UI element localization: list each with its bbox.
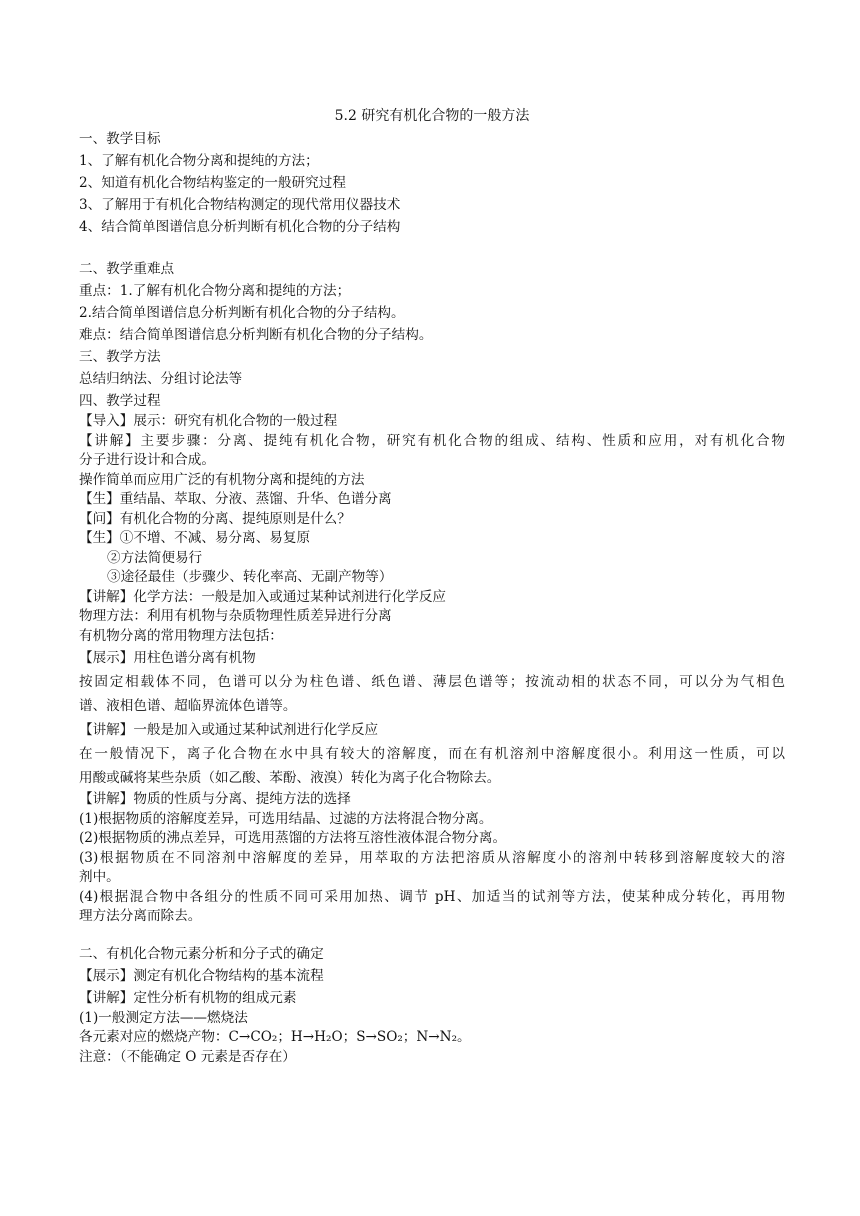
blank-line (79, 238, 785, 258)
paragraph-line: 【讲解】物质的性质与分离、提纯方法的选择 (79, 791, 351, 807)
paragraph-line: (1)根据物质的溶解度差异，可选用结晶、过滤的方法将混合物分离。 (79, 810, 493, 827)
document-page (79, 104, 785, 1067)
paragraph-line: 【生】重结晶、萃取、分液、蒸馏、升华、色谱分离 (79, 491, 392, 507)
paragraph-line: 【问】有机化合物的分离、提纯原则是什么？ (79, 510, 351, 527)
paragraph-line: 分子进行设计和合成。 (79, 452, 215, 468)
paragraph-line: 【展示】用柱色谱分离有机物 (79, 650, 256, 666)
paragraph-line: ③途径最佳（步骤少、转化率高、无副产物等） (107, 569, 393, 585)
paragraph-line: 【讲解】定性分析有机物的组成元素 (79, 989, 297, 1006)
section-heading: 三、教学方法 (79, 349, 161, 365)
paragraph-line: (4)根据混合物中各组分的性质不同可采用加热、调节 pH、加适当的试剂等方法，使某种成分转化，再用物 (79, 888, 785, 905)
document-title: 5.2 研究有机化合物的一般方法 (334, 108, 530, 124)
blank-line (79, 927, 785, 943)
paragraph-line: (3)根据物质在不同溶剂中溶解度的差异，用萃取的方法把溶质从溶解度小的溶剂中转移到溶解度较大的溶 (79, 849, 785, 866)
paragraph-line: 2.结合简单图谱信息分析判断有机化合物的分子结构。 (79, 305, 405, 321)
paragraph-line: 【讲解】一般是加入或通过某种试剂进行化学反应 (79, 722, 379, 738)
objective-line: 2、知道有机化合物结构鉴定的一般研究过程 (79, 175, 346, 191)
paragraph-line: 剂中。 (79, 869, 120, 885)
section-heading: 四、教学过程 (79, 393, 161, 409)
paragraph-line: 理方法分离而除去。 (79, 908, 202, 924)
paragraph-line: 【导入】展示：研究有机化合物的一般过程 (79, 413, 338, 429)
paragraph-line: 注意：（不能确定 O 元素是否存在） (79, 1048, 296, 1065)
paragraph-line: 重点：1.了解有机化合物分离和提纯的方法； (79, 283, 351, 299)
paragraph-line: (1)一般测定方法——燃烧法 (79, 1009, 248, 1026)
paragraph-line: 【展示】测定有机化合物结构的基本流程 (79, 967, 324, 984)
paragraph-line: 难点：结合简单图谱信息分析判断有机化合物的分子结构。 (79, 327, 433, 343)
paragraph-line: 【讲解】化学方法：一般是加入或通过某种试剂进行化学反应 (79, 588, 447, 605)
objective-line: 3、了解用于有机化合物结构测定的现代常用仪器技术 (79, 197, 401, 213)
section-heading: 二、有机化合物元素分析和分子式的确定 (79, 945, 324, 962)
paragraph-line: 【生】①不增、不减、易分离、易复原 (79, 530, 311, 546)
paragraph-line: ②方法简便易行 (107, 549, 203, 566)
paragraph-line: 操作简单而应用广泛的有机物分离和提纯的方法 (79, 471, 365, 488)
section-heading: 二、教学重难点 (79, 261, 175, 277)
section-heading: 一、教学目标 (79, 131, 161, 147)
paragraph-line: 有机物分离的常用物理方法包括： (79, 627, 283, 644)
paragraph-line: 谱、液相色谱、超临界流体色谱等。 (79, 698, 297, 714)
paragraph-line: 各元素对应的燃烧产物：C→CO₂；H→H₂O；S→SO₂；N→N₂。 (79, 1029, 471, 1045)
paragraph-line: 按固定相载体不同，色谱可以分为柱色谱、纸色谱、薄层色谱等；按流动相的状态不同，可以分为气相色 (79, 674, 785, 690)
objective-line: 4、结合简单图谱信息分析判断有机化合物的分子结构 (79, 219, 401, 235)
paragraph-line: 总结归纳法、分组讨论法等 (79, 371, 243, 387)
objective-line: 1、了解有机化合物分离和提纯的方法； (79, 153, 319, 169)
paragraph-line: (2)根据物质的沸点差异，可选用蒸馏的方法将互溶性液体混合物分离。 (79, 830, 507, 846)
paragraph-line: 用酸或碱将某些杂质（如乙酸、苯酚、液溴）转化为离子化合物除去。 (79, 770, 501, 786)
paragraph-line: 在一般情况下，离子化合物在水中具有较大的溶解度，而在有机溶剂中溶解度很小。利用这一性质，可以 (79, 746, 785, 762)
paragraph-line: 【讲解】主要步骤：分离、提纯有机化合物，研究有机化合物的组成、结构、性质和应用，对有机化合物 (79, 432, 785, 449)
paragraph-line: 物理方法：利用有机物与杂质物理性质差异进行分离 (79, 608, 392, 624)
